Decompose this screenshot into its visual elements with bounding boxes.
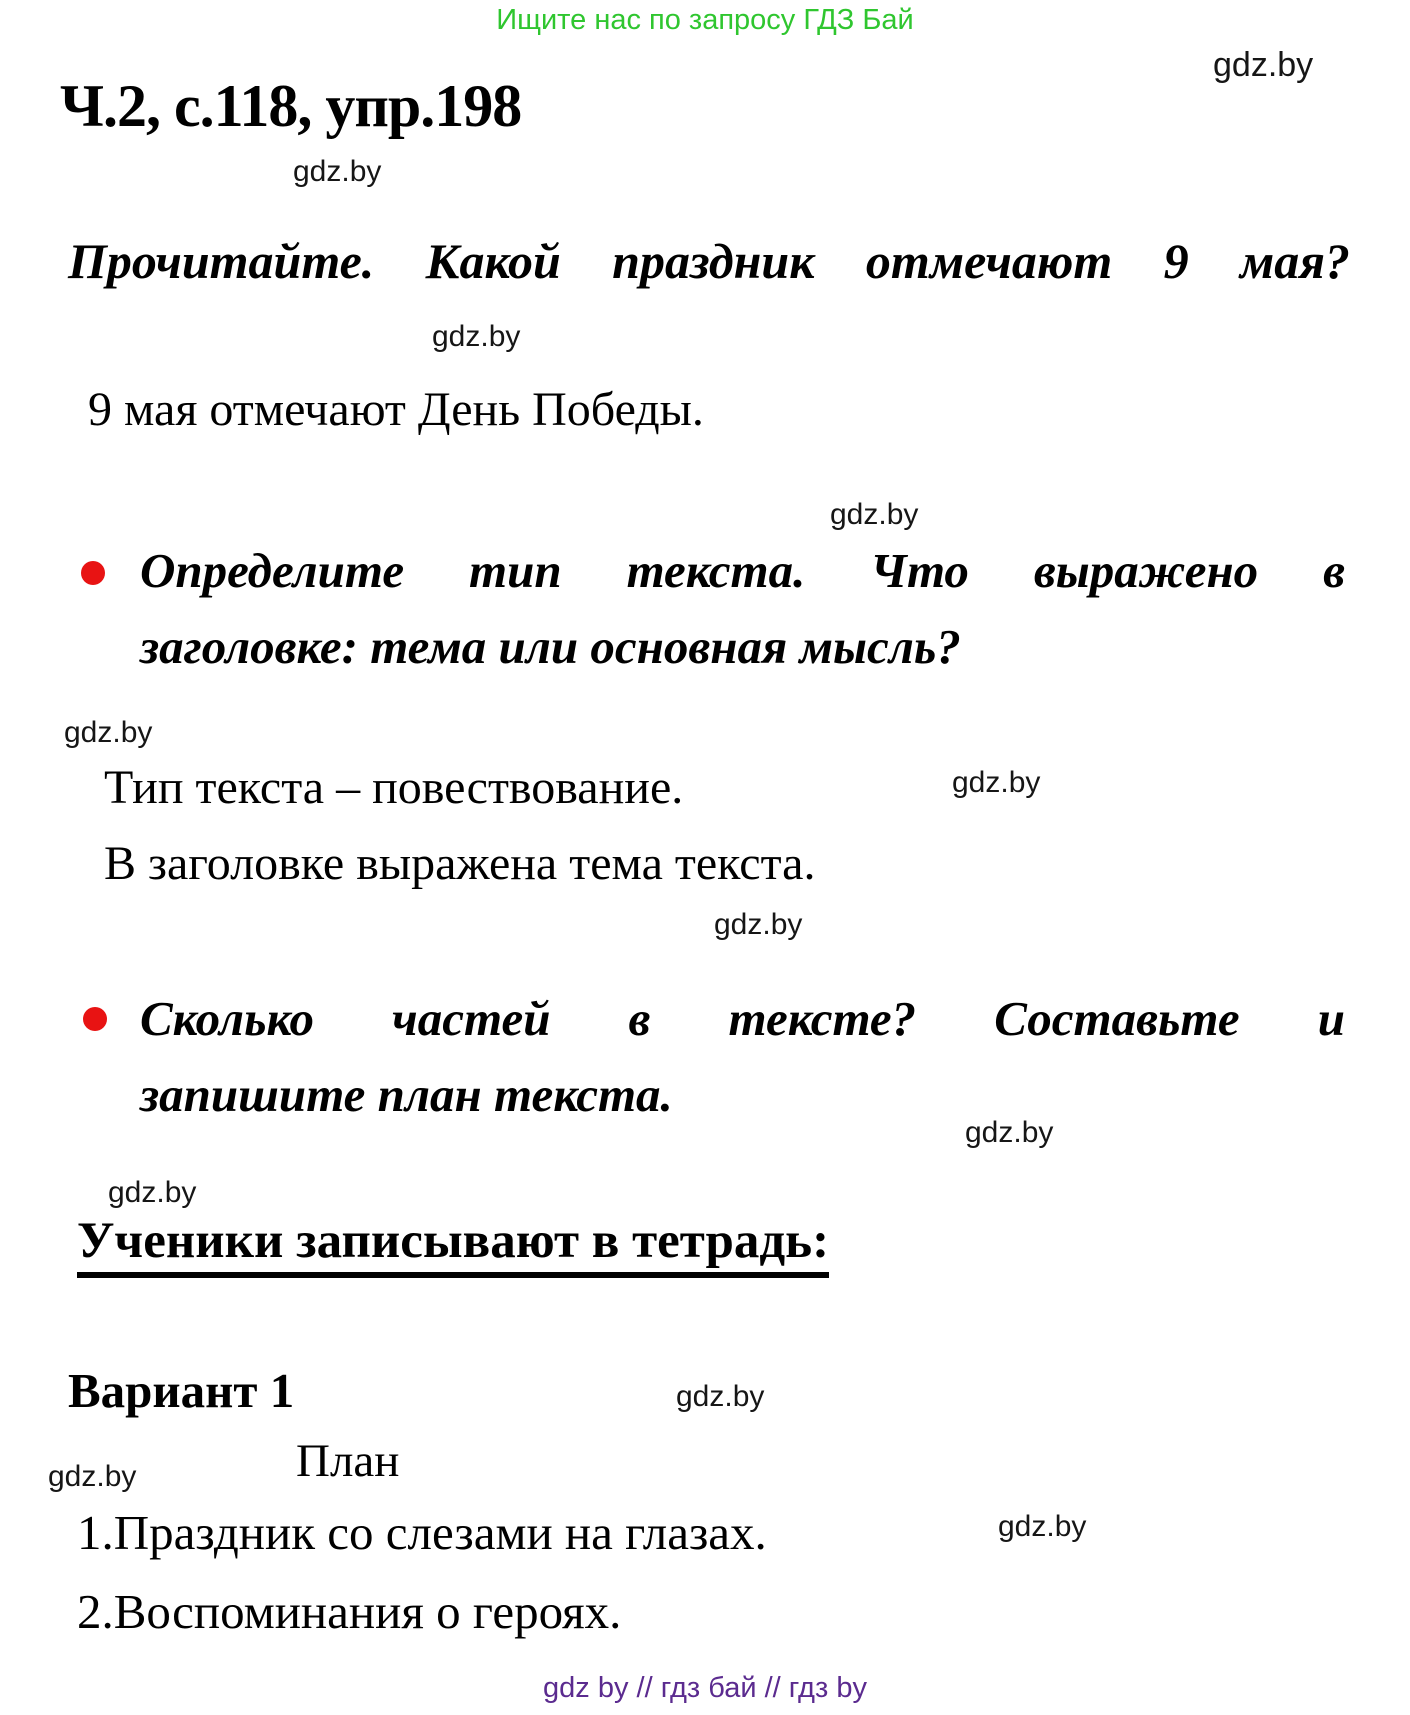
gdz-watermark: gdz.by: [1213, 46, 1314, 84]
gdz-watermark: gdz.by: [293, 155, 382, 188]
gdz-watermark: gdz.by: [48, 1460, 137, 1493]
gdz-watermark: gdz.by: [64, 716, 153, 749]
bullet-task-2: [140, 981, 1345, 1133]
notebook-heading: [77, 1212, 829, 1278]
gdz-watermark: gdz.by: [830, 498, 919, 531]
gdz-watermark: gdz.by: [108, 1176, 197, 1209]
bullet-task-1-line-1: Определите тип текста. Что выражено в: [140, 543, 1345, 598]
gdz-watermark: gdz.by: [952, 766, 1041, 799]
promo-banner: Ищите нас по запросу ГДЗ Бай: [496, 4, 914, 36]
gdz-watermark: gdz.by: [965, 1116, 1054, 1149]
page-title: Ч.2, с.118, упр.198: [60, 73, 522, 139]
gdz-watermark: gdz.by: [714, 908, 803, 941]
notebook-heading-text: Ученики записывают в тетрадь:: [77, 1212, 829, 1278]
footer-links: gdz by // гдз бай // гдз by: [543, 1672, 867, 1704]
plan-title: План: [296, 1435, 400, 1487]
variant-heading: Вариант 1: [68, 1363, 295, 1418]
bullet-task-1-line-2: заголовке: тема или основная мысль?: [140, 619, 961, 674]
bullet-task-1: [140, 533, 1345, 685]
bullet-marker: [83, 1007, 107, 1031]
exercise-question: Прочитайте. Какой праздник отмечают 9 мая?: [68, 233, 1350, 289]
bullet-task-1-answer-1: Тип текста – повествование.: [104, 761, 684, 814]
bullet-task-1-answer-2: В заголовке выражена тема текста.: [104, 837, 816, 890]
gdz-watermark: gdz.by: [432, 320, 521, 353]
bullet-task-2-line-2: запишите план текста.: [140, 1067, 673, 1122]
gdz-watermark: gdz.by: [998, 1510, 1087, 1543]
gdz-watermark: gdz.by: [676, 1380, 765, 1413]
plan-item-2: 2.Воспоминания о героях.: [77, 1584, 622, 1639]
plan-item-1: 1.Праздник со слезами на глазах.: [77, 1505, 767, 1560]
exercise-answer: 9 мая отмечают День Победы.: [88, 383, 704, 436]
bullet-task-2-line-1: Сколько частей в тексте? Составьте и: [140, 991, 1345, 1046]
bullet-marker: [81, 561, 105, 585]
